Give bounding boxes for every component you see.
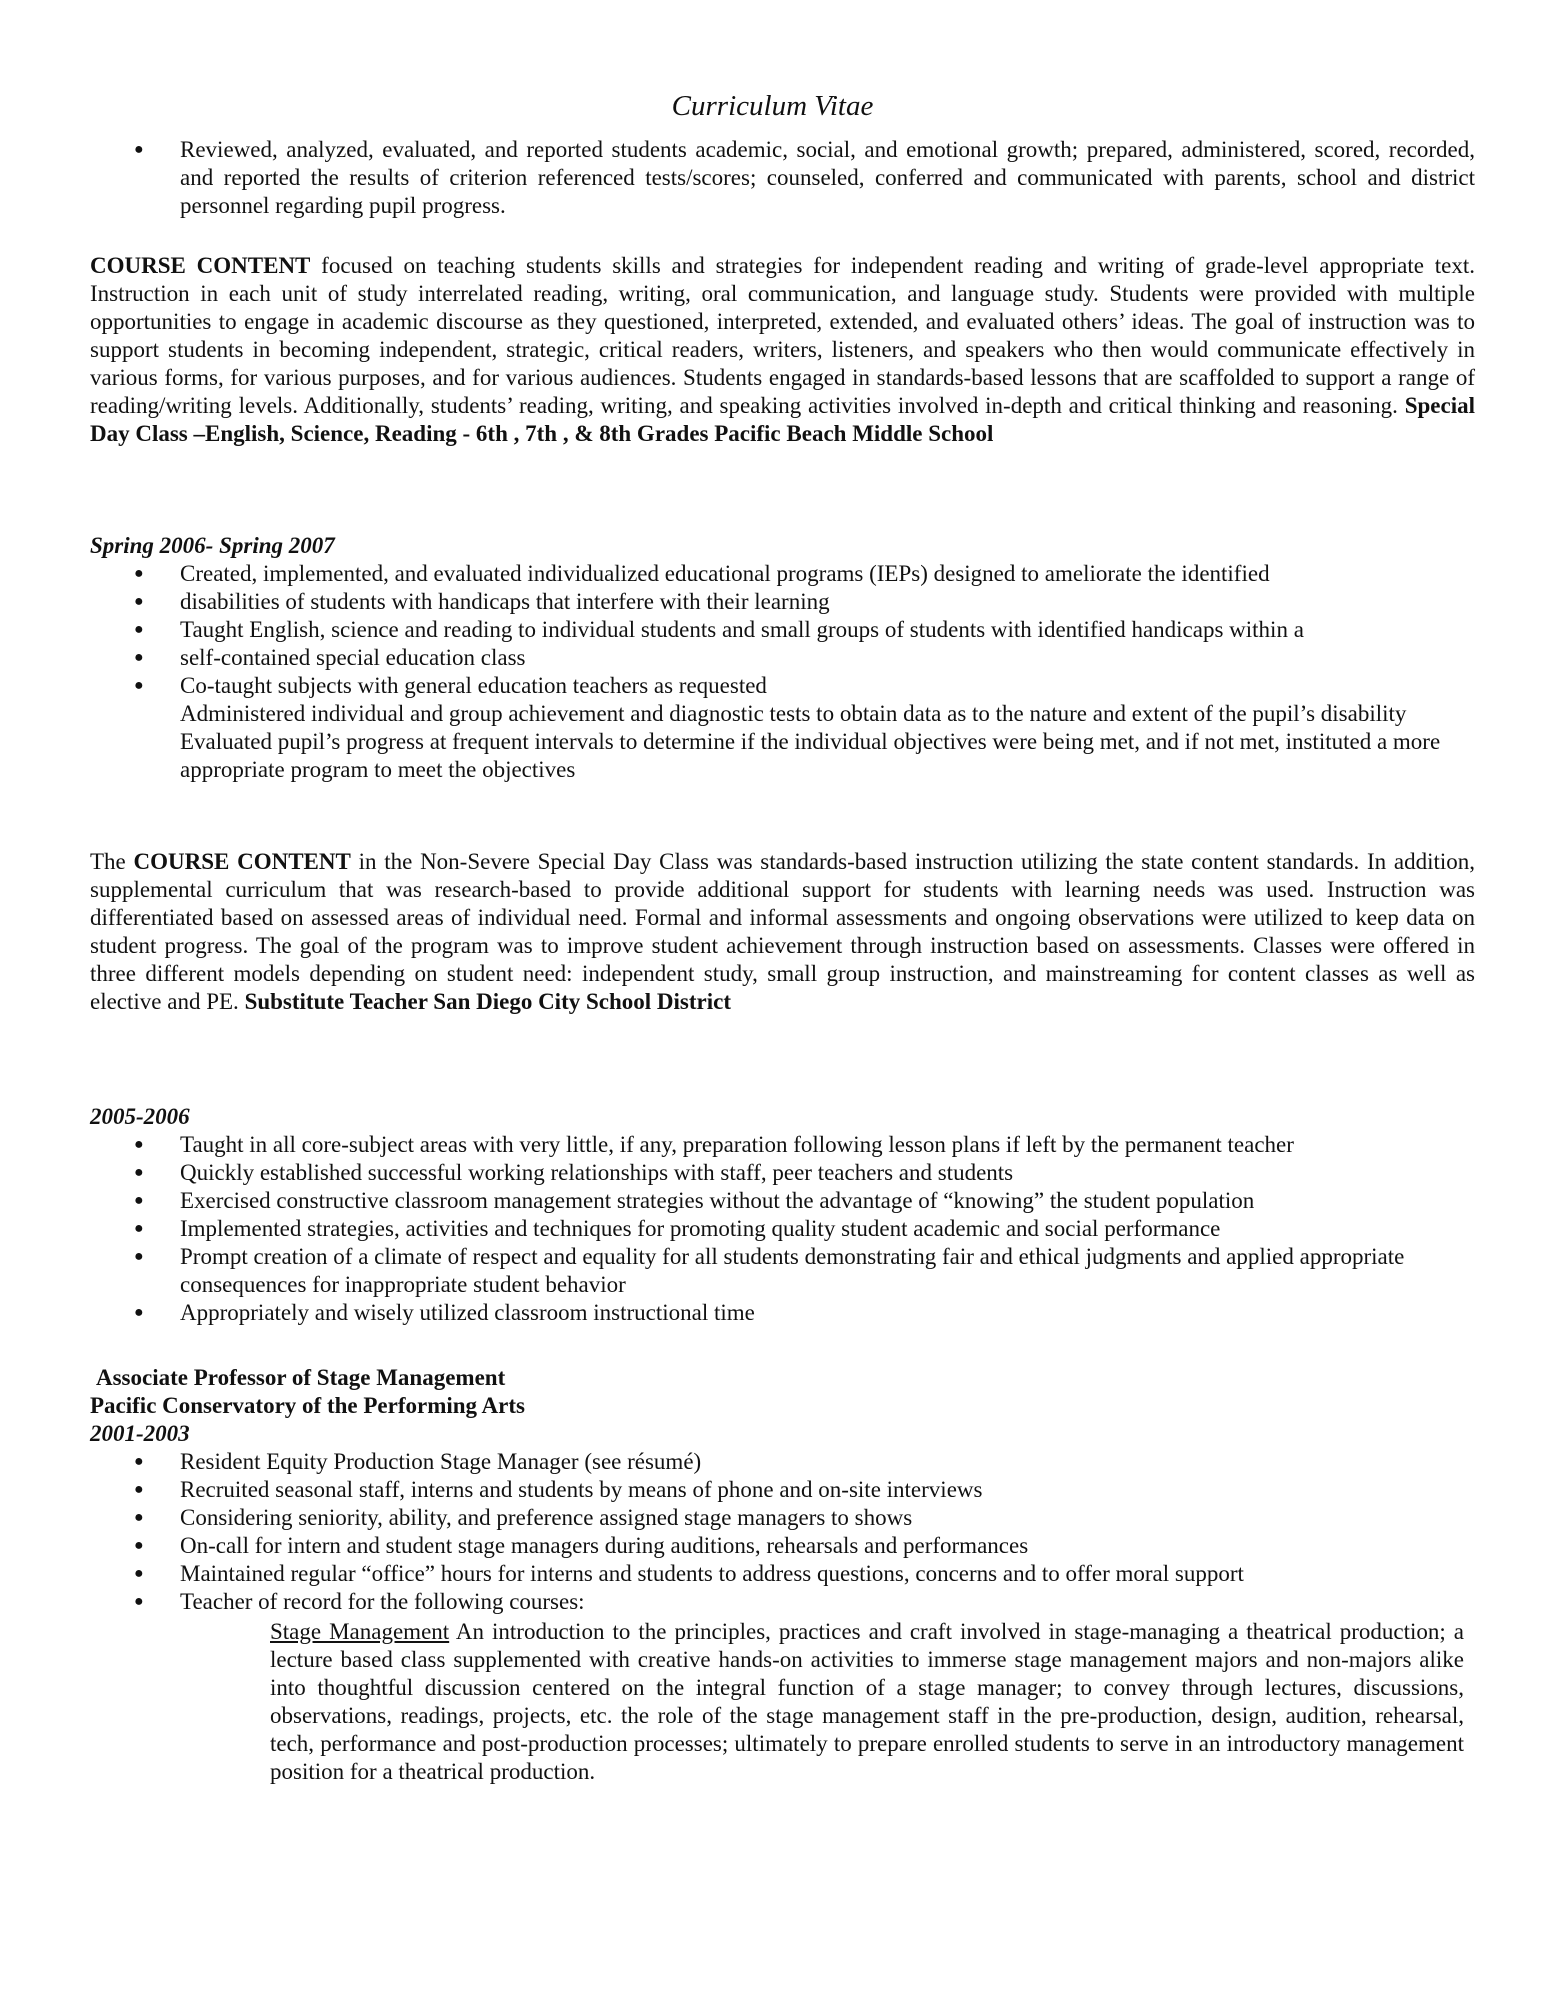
extra-line: Evaluated pupil’s progress at frequent intervals to determine if the individual objectives were being met, and if not met, instituted a more appropriate program to meet the objectives xyxy=(180,729,1441,782)
job-2001-section xyxy=(90,1364,1475,1616)
list-item xyxy=(90,1299,1475,1327)
course-text: An introduction to the principles, practices and craft involved in stage-managing a theatrical production; a lecture based class supplemented with creative hands-on activities to immerse stage management majors and non-majors alike into thoughtful discussion centered on the integral function of a stage manager; to convey through lectures, discussions, observations, readings, projects, etc. the role of the stage management staff in the pre-production, design, audition, rehearsal, tech, performance and post-production processes; ultimately to prepare enrolled students to serve in an introductory management position for a theatrical production. xyxy=(270,1619,1464,1784)
bullet-icon: ● xyxy=(134,593,144,610)
list-item-text: Reviewed, analyzed, evaluated, and reported students academic, social, and emotional growth; prepared, administered, scored, recorded, and reported the results of criterion referenced tests/scores; counseled, conferred and communicated with parents, school and district personnel regarding pupil progress. xyxy=(180,137,1475,218)
course-content-label: COURSE CONTENT xyxy=(133,849,351,874)
bullet-icon: ● xyxy=(134,1248,144,1265)
list-item-text: Co-taught subjects with general education teachers as requested xyxy=(180,673,767,698)
list-item-text: Implemented strategies, activities and techniques for promoting quality student academic and social performance xyxy=(180,1216,1221,1241)
job-2006-section xyxy=(90,532,1475,784)
bullet-icon: ● xyxy=(134,1593,144,1610)
list-item-text: On-call for intern and student stage managers during auditions, rehearsals and performances xyxy=(180,1533,1029,1558)
bullet-icon: ● xyxy=(134,1304,144,1321)
list-item xyxy=(90,1187,1475,1215)
list-item-text: Recruited seasonal staff, interns and students by means of phone and on-site interviews xyxy=(180,1477,983,1502)
bullet-icon: ● xyxy=(134,1192,144,1209)
position-title: Special Day Class –English, Science, Reading - 6th , 7th , & 8th Grades Pacific Beach Middle School xyxy=(90,393,1475,446)
course-description xyxy=(270,1618,1464,1786)
bullet-icon: ● xyxy=(134,1220,144,1237)
list-item xyxy=(90,1504,1475,1532)
list-item xyxy=(90,136,1475,220)
list-item xyxy=(90,1448,1475,1476)
bullet-icon: ● xyxy=(134,1136,144,1153)
list-item-text: Taught English, science and reading to individual students and small groups of students with identified handicaps within a xyxy=(180,617,1304,642)
list-item xyxy=(90,1159,1475,1187)
list-item xyxy=(90,1588,1475,1616)
course-content-paragraph-2 xyxy=(90,848,1475,1016)
job-dates: 2001-2003 xyxy=(90,1421,190,1446)
institution: Pacific Conservatory of the Performing Arts xyxy=(90,1393,525,1418)
extra-line: Administered individual and group achievement and diagnostic tests to obtain data as to the nature and extent of the pupil’s disability xyxy=(180,701,1407,726)
page-title: Curriculum Vitae xyxy=(671,90,874,122)
list-item-text: disabilities of students with handicaps that interfere with their learning xyxy=(180,589,830,614)
list-item-text: Appropriately and wisely utilized classroom instructional time xyxy=(180,1300,755,1325)
bullet-icon: ● xyxy=(134,621,144,638)
section1 xyxy=(90,136,1475,220)
list-item xyxy=(90,672,1475,700)
list-item-text: Resident Equity Production Stage Manager (see résumé) xyxy=(180,1449,702,1474)
bullet-icon: ● xyxy=(134,1509,144,1526)
list-item xyxy=(90,644,1475,672)
bullet-icon: ● xyxy=(134,649,144,666)
list-item xyxy=(90,1243,1490,1299)
list-item-text: Quickly established successful working relationships with staff, peer teachers and students xyxy=(180,1160,1014,1185)
list-item xyxy=(90,1532,1475,1560)
list-item-text: Prompt creation of a climate of respect and equality for all students demonstrating fair and ethical judgments and applied appropriate consequences for inappropriate student behavior xyxy=(180,1244,1405,1297)
list-item-text: Taught in all core-subject areas with very little, if any, preparation following lesson plans if left by the permanent teacher xyxy=(180,1132,1294,1157)
list-item-text: Maintained regular “office” hours for interns and students to address questions, concerns and to offer moral support xyxy=(180,1561,1244,1586)
paragraph-prefix: The xyxy=(90,849,134,874)
job-dates: Spring 2006- Spring 2007 xyxy=(90,533,335,558)
paragraph-text: focused on teaching students skills and strategies for independent reading and writing of grade-level appropriate text. Instruction in each unit of study interrelated reading, writing, oral communication, and language study. Students were provided with multiple opportunities to engage in academic discourse as they questioned, interpreted, extended, and evaluated others’ ideas. The goal of instruction was to support students in becoming independent, strategic, critical readers, writers, listeners, and speakers who then would communicate effectively in various forms, for various purposes, and for various audiences. Students engaged in standards-based lessons that are scaffolded to support a range of reading/writing levels. Additionally, students’ reading, writing, and speaking activities involved in-depth and critical thinking and reasoning. xyxy=(90,253,1475,418)
list-item-text: Created, implemented, and evaluated individualized educational programs (IEPs) designed to ameliorate the identified xyxy=(180,561,1270,586)
bullet-icon: ● xyxy=(134,565,144,582)
course-name: Stage Management xyxy=(270,1619,450,1644)
list-item xyxy=(90,1215,1475,1243)
bullet-icon: ● xyxy=(134,1164,144,1181)
job-2005-section xyxy=(90,1103,1475,1327)
bullet-icon: ● xyxy=(134,1481,144,1498)
bullet-icon: ● xyxy=(134,1537,144,1554)
job-dates: 2005-2006 xyxy=(90,1104,190,1129)
course-content-paragraph-1 xyxy=(90,252,1475,448)
list-item xyxy=(90,560,1475,588)
list-item-text: Considering seniority, ability, and preference assigned stage managers to shows xyxy=(180,1505,913,1530)
list-item-text: Teacher of record for the following courses: xyxy=(180,1589,585,1614)
course-content-label: COURSE CONTENT xyxy=(90,253,311,278)
bullet-icon: ● xyxy=(134,1453,144,1470)
list-item xyxy=(90,616,1475,644)
bullet-icon: ● xyxy=(134,1565,144,1582)
job-title: Associate Professor of Stage Management xyxy=(96,1365,506,1390)
list-item xyxy=(90,1560,1475,1588)
list-item xyxy=(90,1476,1475,1504)
paragraph-text: in the Non-Severe Special Day Class was standards-based instruction utilizing the state content standards. In addition, supplemental curriculum that was research-based to provide additional support for students with learning needs was used. Instruction was differentiated based on assessed areas of individual need. Formal and informal assessments and ongoing observations were utilized to keep data on student progress. The goal of the program was to improve student achievement through instruction based on assessments. Classes were offered in three different models depending on student need: independent study, small group instruction, and mainstreaming for content classes as well as elective and PE. xyxy=(90,849,1475,1014)
list-item xyxy=(90,1131,1475,1159)
list-item xyxy=(90,588,1475,616)
position-title: Substitute Teacher San Diego City School District xyxy=(244,989,731,1014)
bullet-icon: ● xyxy=(134,677,144,694)
list-item-text: Exercised constructive classroom management strategies without the advantage of “knowing” the student population xyxy=(180,1188,1255,1213)
list-item-text: self-contained special education class xyxy=(180,645,526,670)
bullet-icon: ● xyxy=(134,141,144,158)
